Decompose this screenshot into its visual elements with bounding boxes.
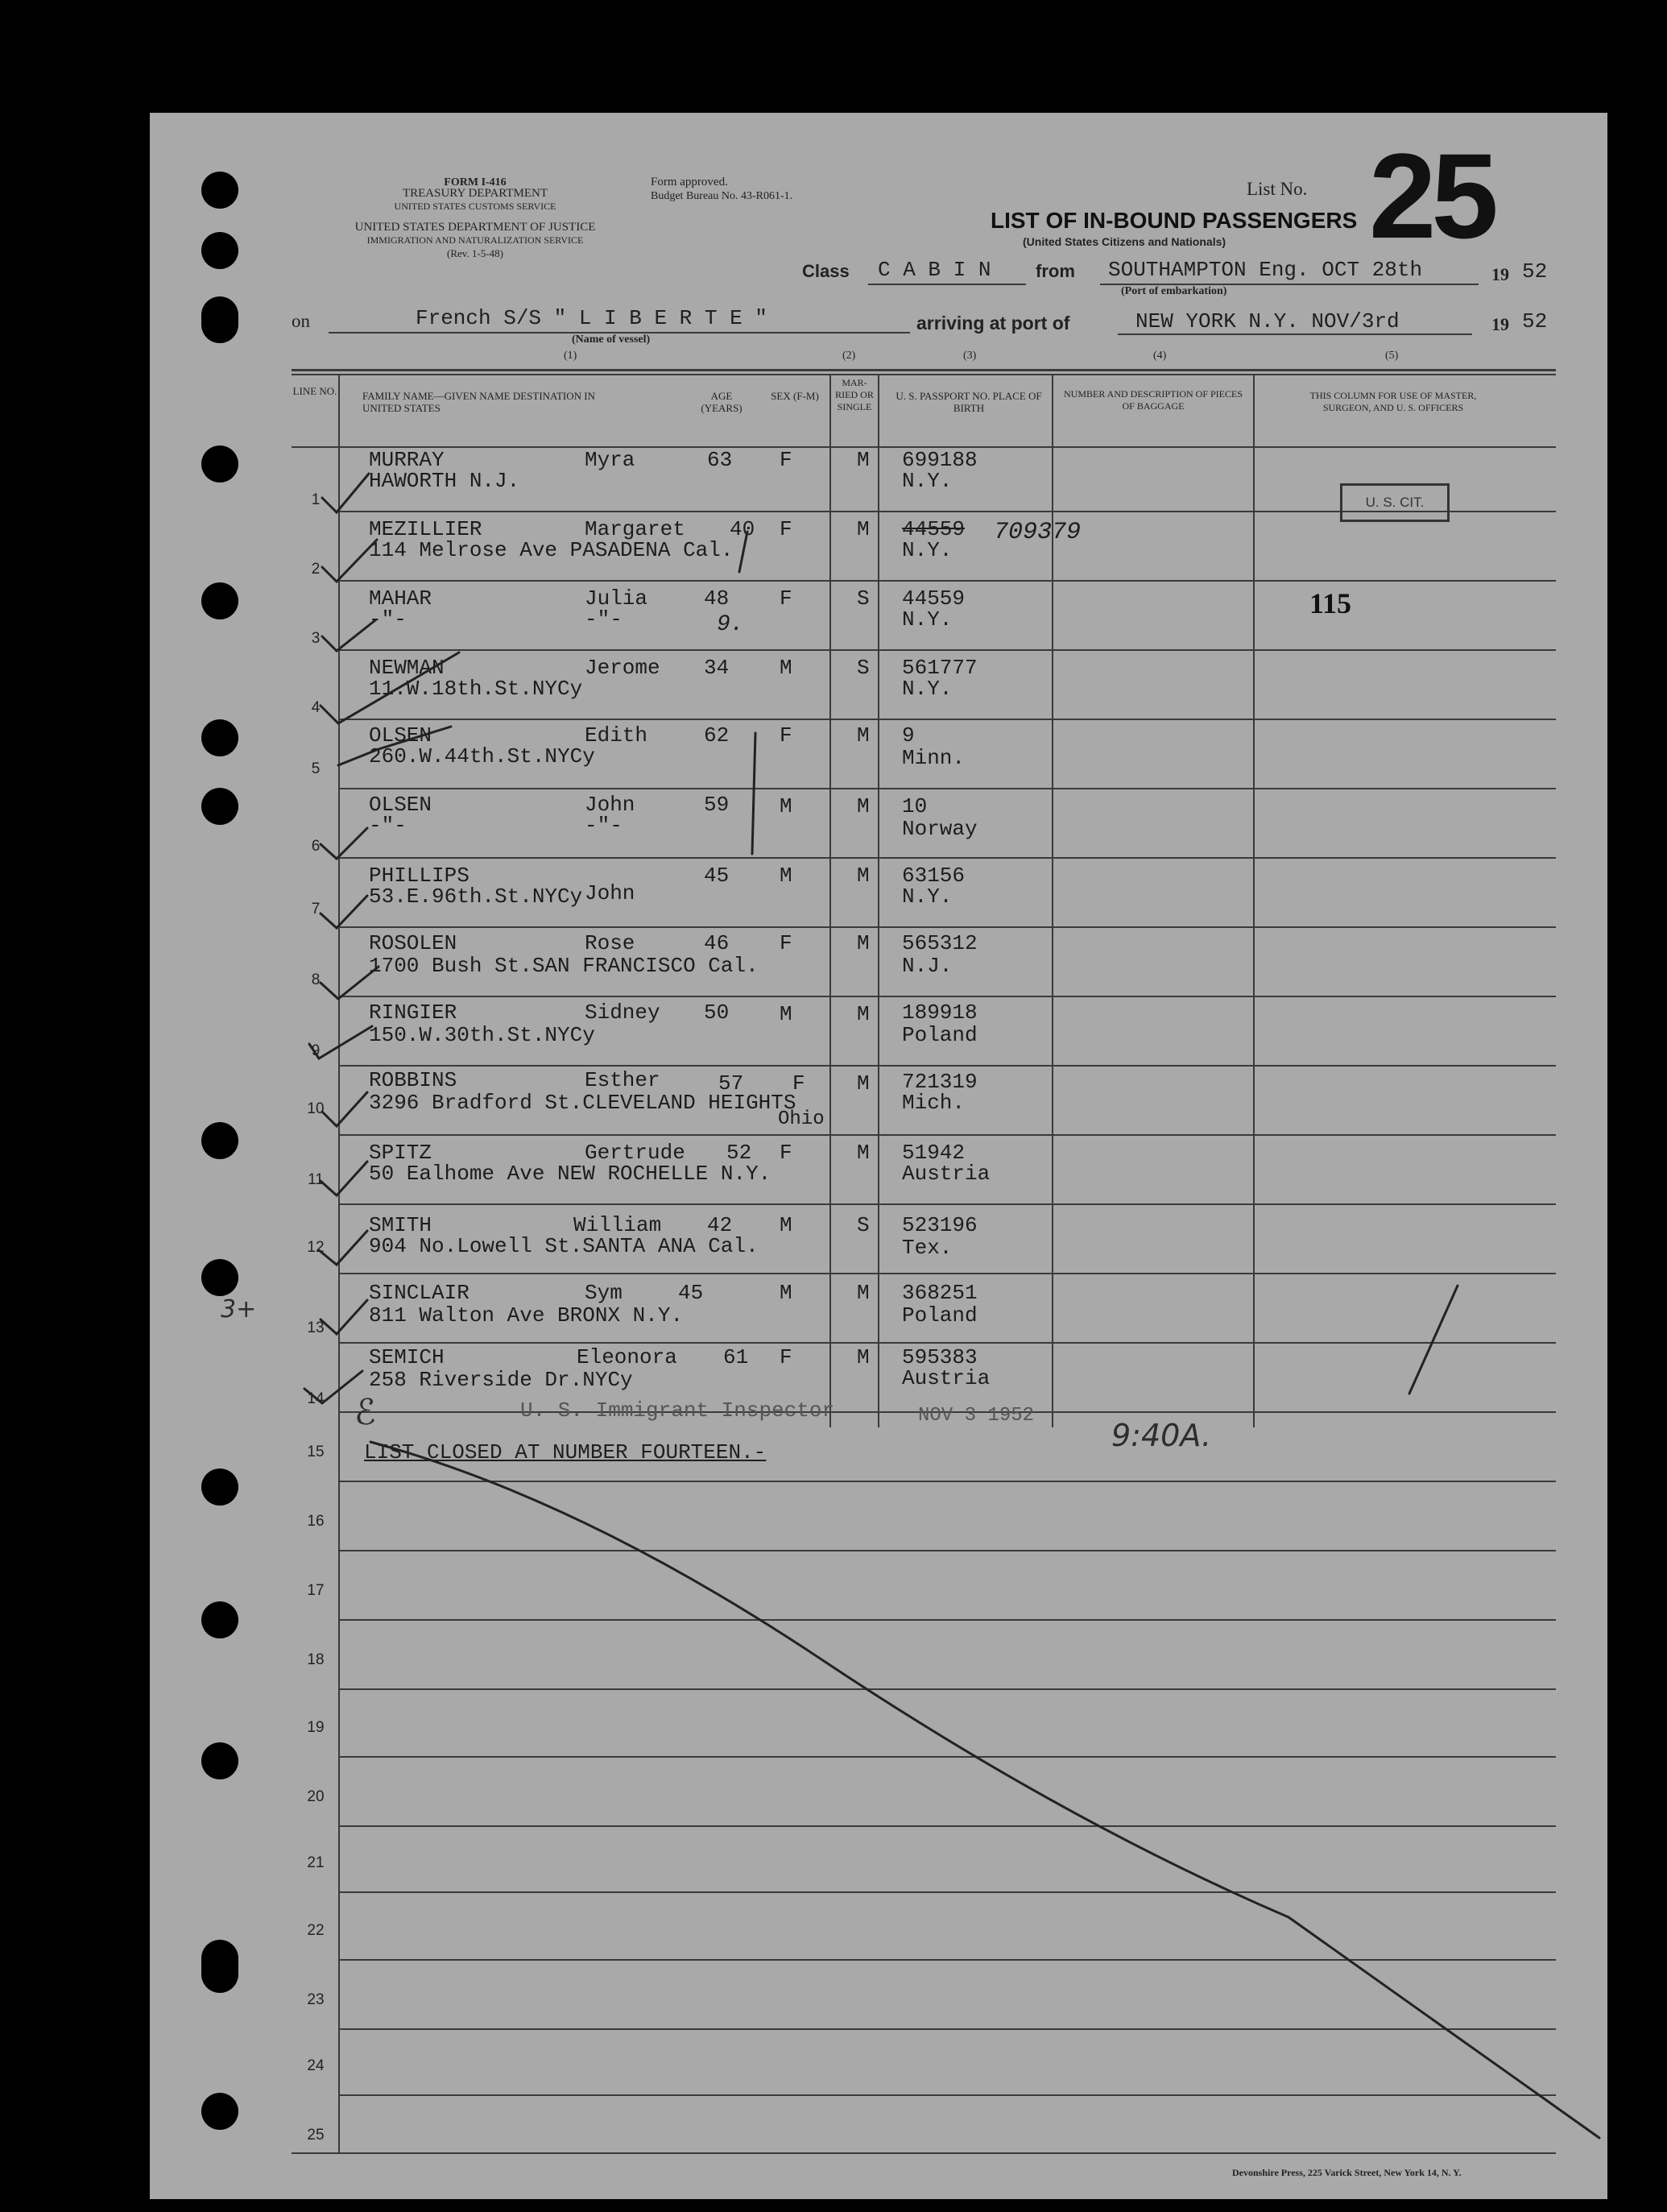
given-name: Sym bbox=[585, 1281, 623, 1305]
birthplace: N.Y. bbox=[902, 469, 953, 493]
line-number: 18 bbox=[307, 1651, 325, 1668]
marital-status: M bbox=[857, 931, 870, 955]
col-passport: U. S. PASSPORT NO. PLACE OF BIRTH bbox=[896, 390, 1042, 414]
marital-status: M bbox=[857, 794, 870, 818]
treasury-department: TREASURY DEPARTMENT bbox=[402, 187, 548, 200]
destination: -"- bbox=[369, 814, 407, 838]
passport-number: 565312 bbox=[902, 931, 978, 955]
marital-status: S bbox=[857, 656, 870, 680]
check-mark bbox=[321, 1300, 367, 1334]
printer-imprint: Devonshire Press, 225 Varick Street, New York 14, N. Y. bbox=[1232, 2167, 1462, 2178]
line-number: 20 bbox=[307, 1788, 325, 1805]
age: 40 bbox=[730, 517, 755, 541]
line-number: 21 bbox=[307, 1854, 325, 1871]
column-number-4: (4) bbox=[1153, 350, 1167, 362]
check-mark bbox=[321, 828, 367, 859]
given-name: Rose bbox=[585, 931, 635, 955]
check-mark bbox=[322, 620, 375, 651]
given-name: Gertrude bbox=[585, 1141, 685, 1165]
line-number: 3 bbox=[311, 630, 321, 647]
inspector-title: U. S. Immigrant Inspector bbox=[520, 1398, 835, 1423]
line-number: 11 bbox=[308, 1171, 324, 1188]
check-mark bbox=[321, 1162, 367, 1195]
family-name: OLSEN bbox=[369, 723, 432, 748]
destination: 50 Ealhome Ave NEW ROCHELLE N.Y. bbox=[369, 1162, 771, 1186]
passport-number: 699188 bbox=[902, 448, 978, 472]
marital-status: M bbox=[857, 517, 870, 541]
list-number: 25 bbox=[1369, 128, 1494, 263]
port-value: NEW YORK N.Y. NOV/3rd bbox=[1135, 309, 1400, 333]
col-age: AGE (YEARS) bbox=[701, 390, 742, 414]
family-name: SINCLAIR bbox=[369, 1281, 469, 1305]
line-number: 25 bbox=[307, 2127, 325, 2144]
check-mark bbox=[321, 652, 459, 723]
col-baggage: NUMBER AND DESCRIPTION OF PIECES OF BAGGAGE bbox=[1063, 388, 1243, 412]
birthplace: N.Y. bbox=[902, 884, 953, 909]
given-ditto: -"- bbox=[585, 607, 623, 632]
family-name: SEMICH bbox=[369, 1345, 445, 1369]
line-number: 15 bbox=[307, 1444, 325, 1460]
destination: HAWORTH N.J. bbox=[369, 469, 520, 493]
year2-prefix: 19 bbox=[1491, 314, 1509, 334]
family-name: MEZILLIER bbox=[369, 517, 482, 541]
family-name: SMITH bbox=[369, 1213, 432, 1237]
passport-number: 189918 bbox=[902, 1000, 978, 1025]
list-closed-note: LIST CLOSED AT NUMBER FOURTEEN.- bbox=[364, 1440, 767, 1464]
line-number: 6 bbox=[311, 838, 321, 855]
passport-number: 595383 bbox=[902, 1345, 978, 1369]
check-mark bbox=[321, 896, 367, 928]
passport-number: 523196 bbox=[902, 1213, 978, 1237]
col-name: FAMILY NAME—GIVEN NAME DESTINATION IN UNITED STATES bbox=[362, 390, 596, 414]
class-label: Class bbox=[802, 261, 850, 281]
sex: M bbox=[780, 656, 792, 680]
given-name: Myra bbox=[585, 448, 635, 472]
margin-note: 3+ bbox=[221, 1295, 257, 1323]
form-title: LIST OF IN-BOUND PASSENGERS bbox=[991, 208, 1358, 233]
family-name: MAHAR bbox=[369, 586, 432, 611]
family-name: ROSOLEN bbox=[369, 931, 457, 955]
destination: -"- bbox=[369, 607, 407, 632]
us-citizen-stamp: U. S. CIT. bbox=[1340, 483, 1450, 522]
given-name: Esther bbox=[585, 1068, 660, 1092]
birthplace: Tex. bbox=[902, 1236, 953, 1260]
justice-department: UNITED STATES DEPARTMENT OF JUSTICE bbox=[354, 221, 596, 234]
cancel-line bbox=[370, 1442, 1599, 2138]
immigration-service: IMMIGRATION AND NATURALIZATION SERVICE bbox=[366, 234, 584, 246]
col-sex: SEX (F-M) bbox=[771, 390, 819, 402]
col-officers: THIS COLUMN FOR USE OF MASTER, SURGEON, AND U. S. OFFICERS bbox=[1309, 390, 1477, 413]
age: 45 bbox=[678, 1281, 704, 1305]
sex: F bbox=[780, 586, 792, 611]
given-name: William bbox=[573, 1213, 662, 1237]
marital-status: M bbox=[857, 448, 870, 472]
line-number: 7 bbox=[311, 901, 321, 918]
sex: F bbox=[792, 1071, 805, 1096]
birthplace: Poland bbox=[902, 1023, 978, 1047]
year2-suffix: 52 bbox=[1522, 309, 1548, 333]
marital-status: M bbox=[857, 1141, 870, 1165]
passport-number: 10 bbox=[902, 794, 928, 818]
marital-status: S bbox=[857, 586, 870, 611]
birthplace: Minn. bbox=[902, 746, 966, 770]
age-mark: 9. bbox=[717, 612, 744, 637]
class-value: C A B I N bbox=[878, 258, 991, 282]
age: 62 bbox=[704, 723, 730, 748]
vessel-name: French S/S " L I B E R T E " bbox=[416, 306, 767, 330]
form-approved: Form approved. bbox=[651, 176, 728, 188]
line-number: 4 bbox=[311, 699, 321, 716]
marital-status: M bbox=[857, 1345, 870, 1369]
line-number: 13 bbox=[307, 1319, 325, 1336]
destination: 114 Melrose Ave PASADENA Cal. bbox=[369, 538, 734, 562]
age: 63 bbox=[707, 448, 733, 472]
ink-stroke bbox=[739, 532, 747, 572]
on-label: on bbox=[292, 311, 310, 331]
line-number: 24 bbox=[307, 2057, 325, 2074]
birthplace: Poland bbox=[902, 1303, 978, 1328]
column-number-2: (2) bbox=[842, 350, 856, 362]
ink-stroke bbox=[1409, 1286, 1458, 1394]
marital-status: M bbox=[857, 1002, 870, 1026]
line-number: 2 bbox=[311, 561, 321, 578]
passport-number: 44559 bbox=[902, 586, 966, 611]
destination: 258 Riverside Dr.NYCy bbox=[369, 1368, 633, 1392]
given-name: Sidney bbox=[585, 1000, 660, 1025]
sex: M bbox=[780, 794, 792, 818]
line-number: 19 bbox=[307, 1719, 325, 1736]
column-number-1: (1) bbox=[564, 350, 577, 362]
age: 45 bbox=[704, 864, 730, 888]
vessel-note: (Name of vessel) bbox=[572, 333, 651, 346]
sex: F bbox=[780, 931, 792, 955]
line-number: 10 bbox=[307, 1100, 325, 1117]
line-number: 23 bbox=[307, 1991, 325, 2008]
age: 48 bbox=[704, 586, 730, 611]
check-mark bbox=[304, 1371, 362, 1403]
passport-number: 561777 bbox=[902, 656, 978, 680]
destination: 11.W.18th.St.NYCy bbox=[369, 677, 583, 701]
check-mark bbox=[322, 474, 369, 512]
line-number: 5 bbox=[311, 760, 321, 777]
col-line: LINE NO. bbox=[292, 385, 337, 397]
age: 50 bbox=[704, 1000, 730, 1025]
sex: M bbox=[780, 864, 792, 888]
marital-status: M bbox=[857, 1281, 870, 1305]
family-name: PHILLIPS bbox=[369, 864, 469, 888]
sex: F bbox=[780, 723, 792, 748]
column-number-5: (5) bbox=[1385, 350, 1399, 362]
ink-stroke bbox=[752, 733, 755, 854]
form-revision: (Rev. 1-5-48) bbox=[447, 247, 503, 259]
from-value: SOUTHAMPTON Eng. OCT 28th bbox=[1108, 258, 1423, 282]
col-married: MAR-RIED OR SINGLE bbox=[835, 377, 874, 412]
column-number-3: (3) bbox=[963, 350, 977, 362]
sex: F bbox=[780, 1141, 792, 1165]
birthplace: Norway bbox=[902, 817, 978, 841]
destination: 811 Walton Ave BRONX N.Y. bbox=[369, 1303, 684, 1328]
embarkation-note: (Port of embarkation) bbox=[1121, 285, 1227, 297]
given-name: Jerome bbox=[585, 656, 660, 680]
check-mark bbox=[309, 1026, 372, 1058]
family-name: RINGIER bbox=[369, 1000, 457, 1025]
age: 57 bbox=[718, 1071, 744, 1096]
family-name: SPITZ bbox=[369, 1141, 432, 1165]
arriving-label: arriving at port of bbox=[916, 313, 1070, 333]
age: 52 bbox=[726, 1141, 752, 1165]
date-stamp: NOV 3 1952 bbox=[918, 1405, 1035, 1427]
sex: F bbox=[780, 1345, 792, 1369]
check-mark bbox=[322, 540, 377, 582]
line-number: 12 bbox=[307, 1239, 325, 1256]
sex: M bbox=[780, 1002, 792, 1026]
line-number: 14 bbox=[307, 1390, 325, 1407]
marital-status: M bbox=[857, 723, 870, 748]
customs-service: UNITED STATES CUSTOMS SERVICE bbox=[394, 201, 556, 212]
check-mark bbox=[338, 727, 451, 765]
check-mark bbox=[319, 1231, 367, 1265]
from-label: from bbox=[1036, 261, 1075, 281]
closing-time: 9:40A. bbox=[1111, 1418, 1212, 1453]
given-name: John bbox=[585, 793, 635, 817]
form-subtitle: (United States Citizens and Nationals) bbox=[1023, 235, 1226, 248]
birthplace: N.Y. bbox=[902, 607, 953, 632]
birthplace: N.Y. bbox=[902, 677, 953, 701]
family-name: NEWMAN bbox=[369, 656, 445, 680]
age: 42 bbox=[707, 1213, 733, 1237]
passport-number: 51942 bbox=[902, 1141, 966, 1165]
family-name: MURRAY bbox=[369, 448, 445, 472]
marital-status: M bbox=[857, 1071, 870, 1096]
destination-state: Ohio bbox=[778, 1108, 825, 1130]
destination: 904 No.Lowell St.SANTA ANA Cal. bbox=[369, 1234, 759, 1258]
birthplace: N.Y. bbox=[902, 538, 953, 562]
year-prefix: 19 bbox=[1491, 264, 1509, 284]
destination: 150.W.30th.St.NYCy bbox=[369, 1023, 595, 1047]
age: 46 bbox=[704, 931, 730, 955]
passport-number: 9 bbox=[902, 723, 915, 748]
inspector-signature: ℰ bbox=[354, 1392, 376, 1433]
line-number: 1 bbox=[311, 491, 321, 508]
marital-status: S bbox=[857, 1213, 870, 1237]
given-name: Eleonora bbox=[577, 1345, 677, 1369]
passport-number: 44559 bbox=[902, 517, 966, 541]
given-name: Edith bbox=[585, 723, 648, 748]
sex: F bbox=[780, 517, 792, 541]
birthplace: N.J. bbox=[902, 954, 953, 978]
given-name: John bbox=[585, 881, 635, 905]
line-number: 22 bbox=[307, 1922, 325, 1939]
given-name: Julia bbox=[585, 586, 648, 611]
passport-number: 721319 bbox=[902, 1070, 978, 1094]
line-number: 16 bbox=[307, 1513, 325, 1530]
passport-correction: 709379 bbox=[994, 519, 1082, 546]
list-no-label: List No. bbox=[1247, 179, 1308, 199]
form-number: FORM I-416 bbox=[444, 176, 507, 188]
given-ditto: -"- bbox=[585, 814, 623, 838]
family-name: OLSEN bbox=[369, 793, 432, 817]
age: 34 bbox=[704, 656, 730, 680]
age: 59 bbox=[704, 793, 730, 817]
passport-number: 368251 bbox=[902, 1281, 978, 1305]
given-name: Margaret bbox=[585, 517, 685, 541]
check-mark bbox=[322, 1092, 367, 1126]
destination: 1700 Bush St.SAN FRANCISCO Cal. bbox=[369, 954, 759, 978]
sex: F bbox=[780, 448, 792, 472]
birthplace: Mich. bbox=[902, 1091, 966, 1115]
age: 61 bbox=[723, 1345, 749, 1369]
marital-status: M bbox=[857, 864, 870, 888]
destination: 53.E.96th.St.NYCy bbox=[369, 884, 583, 909]
passport-number: 63156 bbox=[902, 864, 966, 888]
line-number: 9 bbox=[311, 1042, 321, 1059]
destination: 260.W.44th.St.NYCy bbox=[369, 744, 595, 768]
line-number: 17 bbox=[307, 1582, 325, 1599]
destination: 3296 Bradford St.CLEVELAND HEIGHTS bbox=[369, 1091, 796, 1115]
sex: M bbox=[780, 1281, 792, 1305]
check-mark bbox=[321, 967, 378, 999]
budget-bureau: Budget Bureau No. 43-R061-1. bbox=[651, 190, 793, 202]
birthplace: Austria bbox=[902, 1366, 991, 1390]
passenger-count: 115 bbox=[1309, 587, 1352, 619]
sex: M bbox=[780, 1213, 792, 1237]
year-suffix: 52 bbox=[1522, 259, 1548, 284]
line-number: 8 bbox=[311, 971, 321, 988]
birthplace: Austria bbox=[902, 1162, 991, 1186]
family-name: ROBBINS bbox=[369, 1068, 457, 1092]
